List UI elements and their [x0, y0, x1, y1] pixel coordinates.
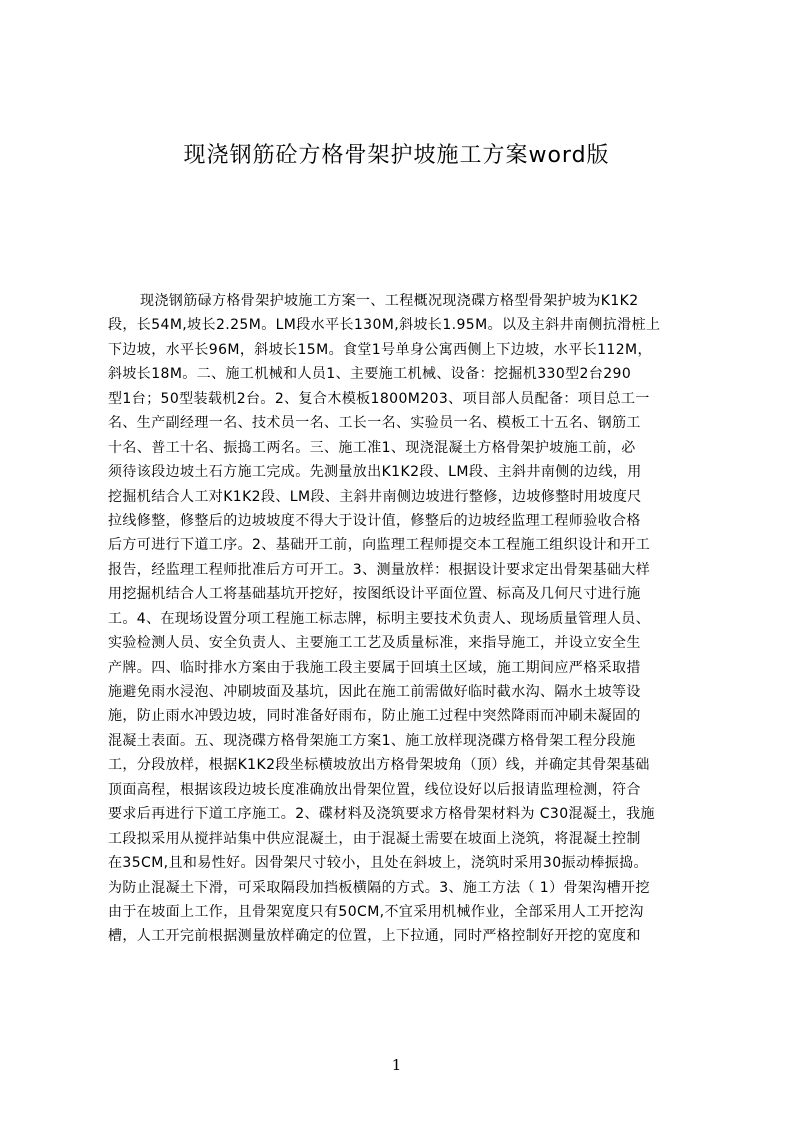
body-line: 施避免雨水浸泡、冲刷坡面及基坑，因此在施工前需做好临时截水沟、隔水土坡等设: [108, 684, 641, 700]
body-line: 产牌。四、临时排水方案由于我施工段主要属于回填土区域，施工期间应严格采取措: [108, 659, 641, 676]
body-line: 混凝土表面。五、现浇碟方格骨架施工方案1、施工放样现浇碟方格骨架工程分段施: [108, 732, 636, 749]
body-line: 工，分段放样，根据K1K2段坐标横坡放出方格骨架坡角（顶）线，并确定其骨架基础: [108, 757, 650, 774]
body-line: 为防止混凝土下滑，可采取隔段加挡板横隔的方式。3、施工方法（ 1）骨架沟槽开挖: [108, 879, 650, 896]
body-line: 斜坡长18M。二、施工机械和人员1、主要施工机械、设备：挖掘机330型2台290: [108, 366, 632, 383]
body-line: 后方可进行下道工序。2、基础开工前，向监理工程师提交本工程施工组织设计和开工: [108, 537, 651, 554]
body-line: 段，长54M,坡长2.25M。LM段水平长130M,斜坡长1.95M。以及主斜井南侧抗滑桩上: [108, 317, 661, 334]
page-number: 1: [391, 1056, 402, 1074]
body-line: 型1台；50型装载机2台。2、复合木模板1800M203、项目部人员配备：项目总工一: [108, 390, 650, 407]
body-line: 实验检测人员、安全负责人、主要施工工艺及质量标准，来指导施工，并设立安全生: [108, 635, 641, 652]
body-line: 要求后再进行下道工序施工。2、碟材料及浇筑要求方格骨架材料为 C30混凝土，我施: [108, 806, 655, 823]
body-line: 十名、普工十名、振捣工两名。三、施工准1、现浇混凝土方格骨架护坡施工前，必: [108, 439, 636, 456]
body-line: 工段拟采用从搅拌站集中供应混凝土，由于混凝土需要在坡面上浇筑，将混凝土控制: [108, 830, 641, 847]
body-line: 下边坡，水平长96M，斜坡长15M。食堂1号单身公寓西侧上下边坡，水平长112M，: [108, 341, 652, 358]
body-line: 施，防止雨水冲毁边坡，同时准备好雨布，防止施工过程中突然降雨而冲刷未凝固的: [108, 708, 641, 725]
body-line: 拉线修整，修整后的边坡坡度不得大于设计值，修整后的边坡经监理工程师验收合格: [108, 512, 641, 529]
body-line: 工。4、在现场设置分项工程施工标志牌，标明主要技术负责人、现场质量管理人员、: [108, 610, 651, 627]
body-line: 报告，经监理工程师批准后方可开工。3、测量放样：根据设计要求定出骨架基础大样: [108, 561, 651, 578]
body-line: 在35CM,且和易性好。因骨架尺寸较小，且处在斜坡上，浇筑时采用30振动棒振捣。: [108, 855, 648, 872]
body-line: 槽，人工开完前根据测量放样确定的位置，上下拉通，同时严格控制好开挖的宽度和: [108, 928, 641, 945]
document-body: [108, 289, 698, 945]
body-line: 现浇钢筋碌方格骨架护坡施工方案一、工程概况现浇碟方格型骨架护坡为K1K2: [140, 293, 639, 309]
body-line: 顶面高程，根据该段边坡长度准确放出骨架位置，线位设好以后报请监理检测，符合: [108, 781, 641, 798]
body-line: 须待该段边坡土石方施工完成。先测量放出K1K2段、LM段、主斜井南侧的边线，用: [108, 464, 642, 481]
document-title: 现浇钢筋砼方格骨架护坡施工方案word版: [183, 143, 610, 168]
body-line: 由于在坡面上工作，且骨架宽度只有50CM,不宜采用机械作业，全部采用人工开挖沟: [108, 903, 644, 920]
body-line: 挖掘机结合人工对K1K2段、LM段、主斜井南侧边坡进行整修，边坡修整时用坡度尺: [108, 488, 642, 505]
body-line: 名、生产副经理一名、技术员一名、工长一名、实验员一名、模板工十五名、钢筋工: [108, 415, 641, 432]
body-line: 用挖掘机结合人工将基础基坑开挖好，按图纸设计平面位置、标高及几何尺寸进行施: [108, 586, 641, 603]
